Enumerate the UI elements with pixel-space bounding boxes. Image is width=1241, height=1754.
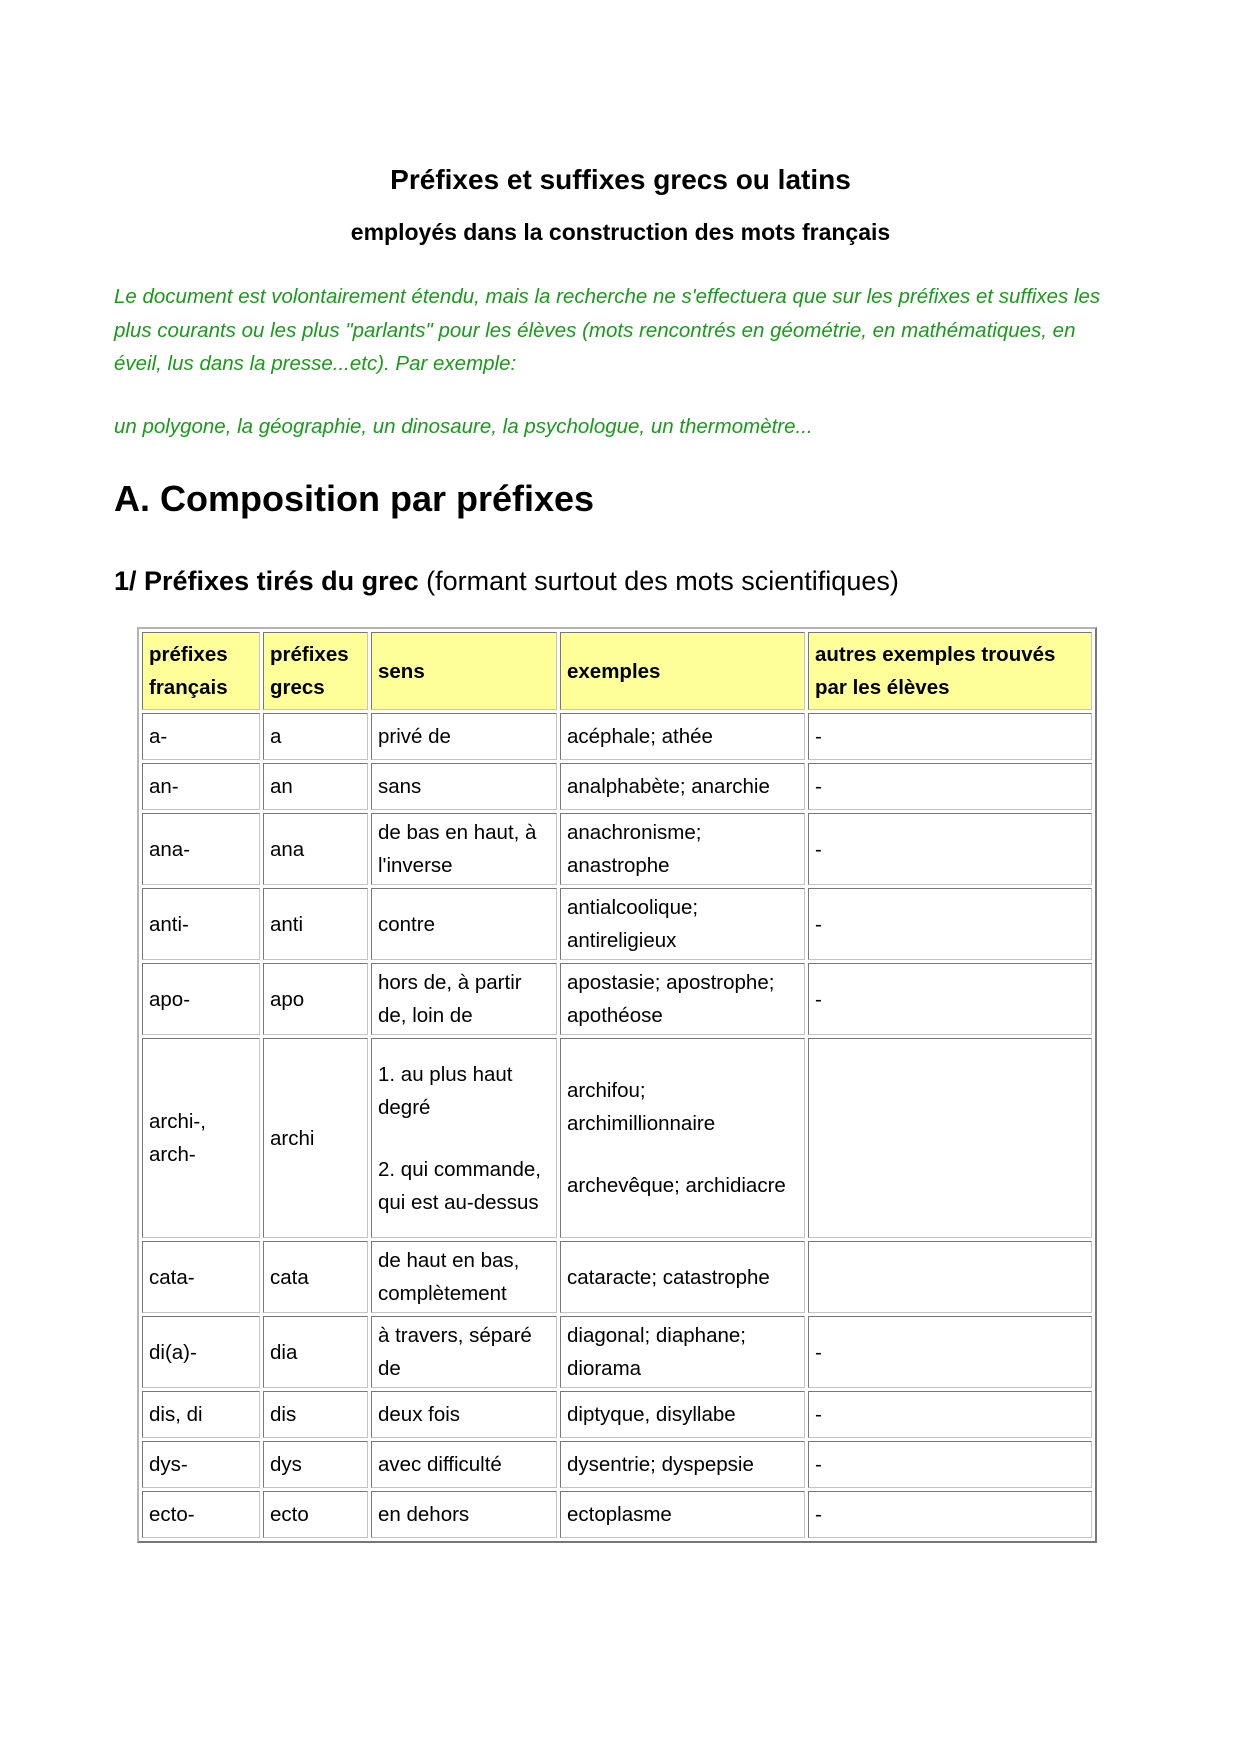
section-1-subtitle: (formant surtout des mots scientifiques): [418, 566, 899, 596]
cell-autres-exemples: -: [808, 1441, 1092, 1488]
exemples-text: diagonal; diaphane; diorama: [567, 1324, 746, 1380]
table-row: [142, 963, 1092, 1035]
table-row: [142, 1241, 1092, 1313]
cell-prefixe-grec: archi: [263, 1038, 368, 1238]
cell-sens: [371, 713, 557, 760]
cell-sens: [371, 763, 557, 810]
table-row: [142, 888, 1092, 960]
sens-text: en dehors: [378, 1503, 470, 1526]
cell-autres-exemples: -: [808, 1491, 1092, 1538]
cell-exemples: [560, 1038, 805, 1238]
intro-examples: un polygone, la géographie, un dinosaure, la psychologue, un thermomètre...: [114, 414, 813, 438]
cell-sens: [371, 1441, 557, 1488]
cell-prefixe-francais: ecto-: [142, 1491, 260, 1538]
sens-text: hors de, à partir de, loin de: [378, 971, 522, 1027]
cell-sens: [371, 1316, 557, 1388]
cell-autres-exemples: -: [808, 713, 1092, 760]
sens-text: de bas en haut, à l'inverse: [378, 821, 537, 877]
cell-prefixe-grec: ana: [263, 813, 368, 885]
exemples-text: dysentrie; dyspepsie: [567, 1453, 754, 1476]
cell-autres-exemples: [808, 1038, 1092, 1238]
exemples-text: archifou; archimillionnaire: [567, 1079, 716, 1135]
sens-text: contre: [378, 912, 435, 936]
cell-autres-exemples: -: [808, 963, 1092, 1035]
cell-exemples: [560, 763, 805, 810]
sens-text: privé de: [378, 725, 451, 748]
header-sens: sens: [371, 632, 557, 710]
cell-prefixe-francais: an-: [142, 763, 260, 810]
cell-exemples: [560, 888, 805, 960]
table-row: [142, 813, 1092, 885]
cell-prefixe-grec: ecto: [263, 1491, 368, 1538]
table-body: [142, 713, 1092, 1538]
table-row: [142, 1441, 1092, 1488]
cell-exemples: [560, 713, 805, 760]
cell-sens: [371, 813, 557, 885]
cell-sens: [371, 1491, 557, 1538]
cell-prefixe-francais: dys-: [142, 1441, 260, 1488]
cell-prefixe-grec: anti: [263, 888, 368, 960]
cell-autres-exemples: -: [808, 763, 1092, 810]
cell-prefixe-grec: a: [263, 713, 368, 760]
table-row: [142, 1491, 1092, 1538]
sens-text: de haut en bas, complètement: [378, 1249, 520, 1305]
cell-prefixe-grec: dys: [263, 1441, 368, 1488]
table-row: [142, 713, 1092, 760]
section-1-title: 1/ Préfixes tirés du grec: [114, 566, 419, 596]
cell-prefixe-francais: a-: [142, 713, 260, 760]
cell-prefixe-francais: ana-: [142, 813, 260, 885]
cell-prefixe-francais: di(a)-: [142, 1316, 260, 1388]
cell-autres-exemples: -: [808, 1391, 1092, 1438]
section-a-heading: A. Composition par préfixes: [114, 478, 595, 519]
cell-sens: [371, 1038, 557, 1238]
exemples-text: antialcoolique; antireligieux: [567, 896, 699, 952]
cell-sens: [371, 963, 557, 1035]
header-prefixes-grecs: préfixes grecs: [263, 632, 368, 710]
cell-prefixe-francais: apo-: [142, 963, 260, 1035]
section-1-heading: [114, 562, 899, 600]
cell-prefixe-francais: anti-: [142, 888, 260, 960]
header-prefixes-francais: préfixes français: [142, 632, 260, 710]
exemples-text: analphabète; anarchie: [567, 775, 770, 798]
cell-exemples: [560, 963, 805, 1035]
exemples-text: archevêque; archidiacre: [567, 1174, 786, 1197]
table-row: [142, 1038, 1092, 1238]
exemples-text: anachronisme; anastrophe: [567, 821, 702, 877]
cell-sens: [371, 888, 557, 960]
exemples-text: diptyque, disyllabe: [567, 1403, 736, 1426]
cell-exemples: [560, 1441, 805, 1488]
exemples-text: apostasie; apostrophe; apothéose: [567, 971, 775, 1027]
table-header-row: [142, 632, 1092, 710]
table-row: [142, 1391, 1092, 1438]
table-row: [142, 1316, 1092, 1388]
cell-exemples: [560, 1491, 805, 1538]
cell-prefixe-grec: dis: [263, 1391, 368, 1438]
cell-prefixe-grec: apo: [263, 963, 368, 1035]
exemples-text: ectoplasme: [567, 1503, 672, 1526]
intro-note: [114, 280, 1124, 443]
cell-prefixe-francais: cata-: [142, 1241, 260, 1313]
sens-text: sans: [378, 775, 422, 798]
page-title: Préfixes et suffixes grecs ou latins: [390, 164, 851, 195]
sens-text: 1. au plus haut degré: [378, 1062, 513, 1119]
cell-sens: [371, 1241, 557, 1313]
cell-exemples: [560, 1391, 805, 1438]
sens-text: 2. qui commande, qui est au-dessus: [378, 1157, 541, 1214]
table-row: [142, 763, 1092, 810]
header-autres-exemples: autres exemples trouvés par les élèves: [808, 632, 1092, 710]
cell-autres-exemples: -: [808, 888, 1092, 960]
cell-prefixe-grec: an: [263, 763, 368, 810]
cell-sens: [371, 1391, 557, 1438]
cell-exemples: [560, 1316, 805, 1388]
intro-paragraph: Le document est volontairement étendu, mais la recherche ne s'effectuera que sur les préfixes et suffixes les plus courants ou les plus "parlants" pour les élèves (mots rencontrés en géométrie, en mathématiques, en éveil, lus dans la presse...etc). Par exemple:: [114, 285, 1101, 375]
sens-text: avec difficulté: [378, 1453, 502, 1476]
cell-autres-exemples: -: [808, 813, 1092, 885]
cell-prefixe-francais: dis, di: [142, 1391, 260, 1438]
page-subtitle: employés dans la construction des mots français: [350, 219, 891, 245]
sens-text: à travers, séparé de: [378, 1324, 532, 1380]
cell-prefixe-grec: cata: [263, 1241, 368, 1313]
cell-prefixe-grec: dia: [263, 1316, 368, 1388]
exemples-text: acéphale; athée: [567, 725, 713, 748]
cell-exemples: [560, 813, 805, 885]
sens-text: deux fois: [378, 1403, 461, 1426]
header-exemples: exemples: [560, 632, 805, 710]
prefix-table: [137, 627, 1097, 1543]
cell-exemples: [560, 1241, 805, 1313]
cell-autres-exemples: [808, 1241, 1092, 1313]
exemples-text: cataracte; catastrophe: [567, 1265, 770, 1289]
cell-autres-exemples: -: [808, 1316, 1092, 1388]
cell-prefixe-francais: archi-, arch-: [142, 1038, 260, 1238]
